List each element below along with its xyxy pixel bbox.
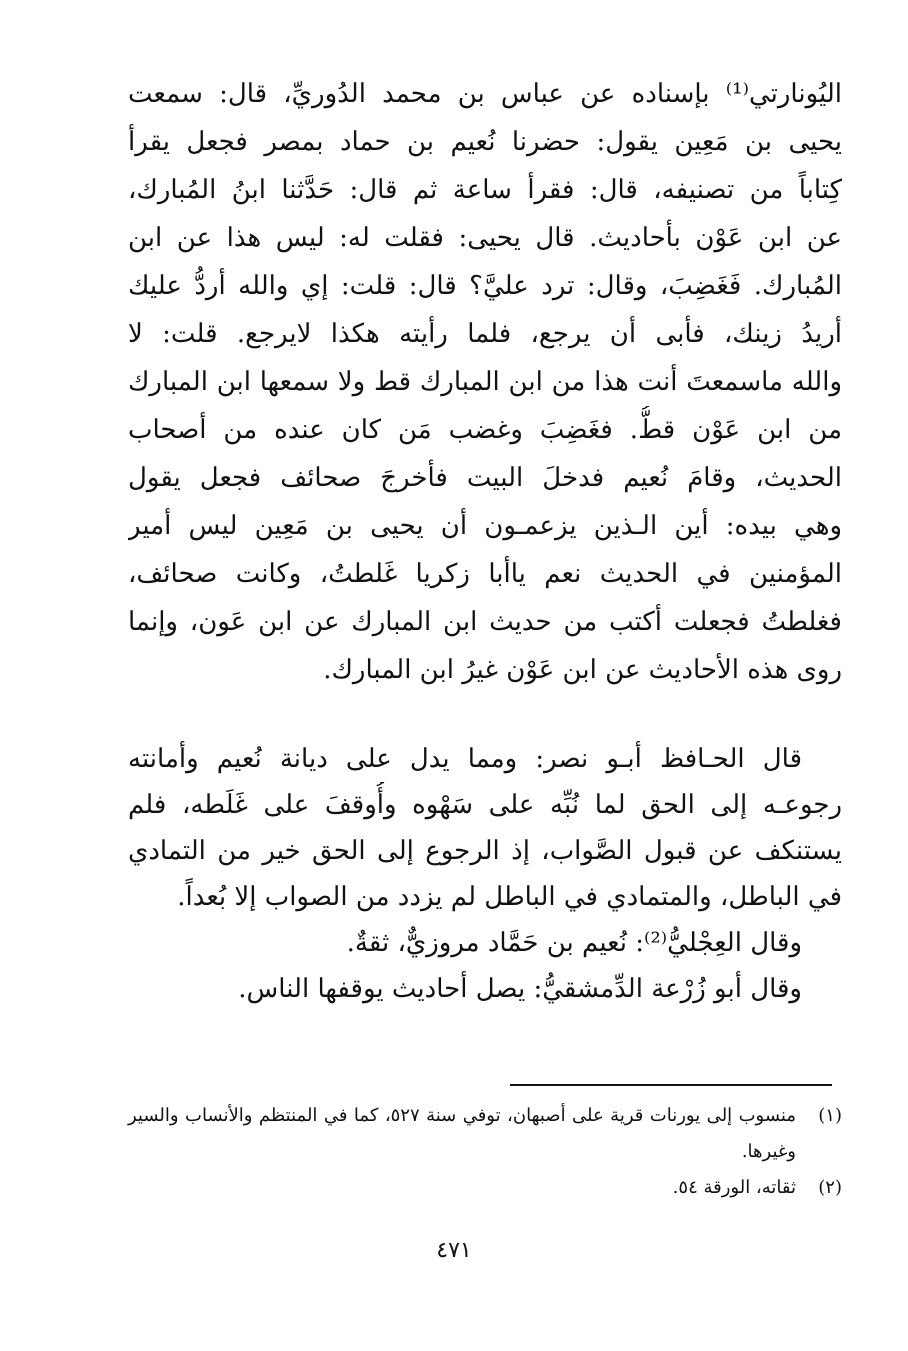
text-line: كِتاباً من تصنيفه، قال: فقرأ ساعة ثم قال: حَدَّثنا ابنُ المُبارك،	[128, 175, 842, 205]
page-number: ٤٧١	[436, 1238, 472, 1263]
paragraph-2	[128, 736, 842, 1012]
text-line: يحيى بن مَعِين يقول: حضرنا نُعيم بن حماد بمصر فجعل يقرأ	[128, 127, 842, 157]
text-line: المُبارك. فَغَضِبَ، وقال: ترد عليَّ؟ قال: قلت: إي والله أردُّ عليك	[128, 271, 842, 301]
footnote-2	[128, 1170, 842, 1206]
footnote-number: (٢)	[818, 1177, 842, 1198]
text-line: وقال أبو زُرْعة الدِّمشقيُّ: يصل أحاديث يوقفها الناس.	[238, 974, 802, 1004]
text-line: وهي بيده: أين الـذين يزعمـون أن يحيى بن مَعِين ليس أمير	[128, 511, 842, 541]
footnotes	[128, 1098, 842, 1206]
text-line: والله ماسمعتَ أنت هذا من ابن المبارك قط ولا سمعها ابن المبارك	[128, 367, 842, 397]
paragraph-1	[128, 70, 842, 694]
text-line: الحديث، وقامَ نُعيم فدخلَ البيت فأخرجَ صحائف فجعل يقول	[128, 463, 842, 493]
footnote-1	[128, 1098, 842, 1170]
text-line: أريدُ زينك، فأبى أن يرجع، فلما رأيته هكذا لايرجع. قلت: لا	[128, 319, 842, 349]
text-line: فغلطتُ فجعلت أكتب من حديث ابن المبارك عن ابن عَون، وإنما	[128, 607, 842, 637]
text-line: رجوعـه إلى الحق لما نُبِّه على سَهْوه وأُوقفَ على غَلَطه، فلم	[128, 790, 842, 820]
footnote-divider	[510, 1084, 832, 1086]
text-line: يستنكف عن قبول الصَّواب، إذ الرجوع إلى الحق خير من التمادي	[128, 836, 842, 866]
text-line: روى هذه الأحاديث عن ابن عَوْن غيرُ ابن المبارك.	[323, 655, 842, 685]
text-line: عن ابن عَوْن بأحاديث. قال يحيى: فقلت له: ليس هذا عن ابن	[128, 223, 842, 253]
text-line: اليُونارتي⁽¹⁾ بإسناده عن عباس بن محمد الدُوريِّ، قال: سمعت	[128, 79, 842, 109]
text-line: من ابن عَوْن قطُّ. فغَضِبَ وغضب مَن كان عنده من أصحاب	[128, 415, 842, 445]
text-line: في الباطل، والمتمادي في الباطل لم يزدد من الصواب إلا بُعداً.	[177, 882, 842, 912]
footnote-text: ثقاته، الورقة ٥٤.	[672, 1177, 796, 1198]
footnote-text: منسوب إلى يورنات قرية على أصبهان، توفي سنة ٥٢٧، كما في المنتظم والأنساب والسير وغيرها.	[128, 1105, 796, 1162]
text-line: المؤمنين في الحديث نعم ياأبا زكريا غَلطتُ، وكانت صحائف،	[128, 559, 842, 589]
text-line: وقال العِجْليُّ⁽²⁾: نُعيم بن حَمَّاد مروزيٌّ، ثقةٌ.	[346, 928, 802, 958]
text-line: قال الحـافظ أبـو نصر: ومما يدل على ديانة نُعيم وأمانته	[128, 744, 802, 774]
footnote-number: (١)	[818, 1105, 842, 1126]
